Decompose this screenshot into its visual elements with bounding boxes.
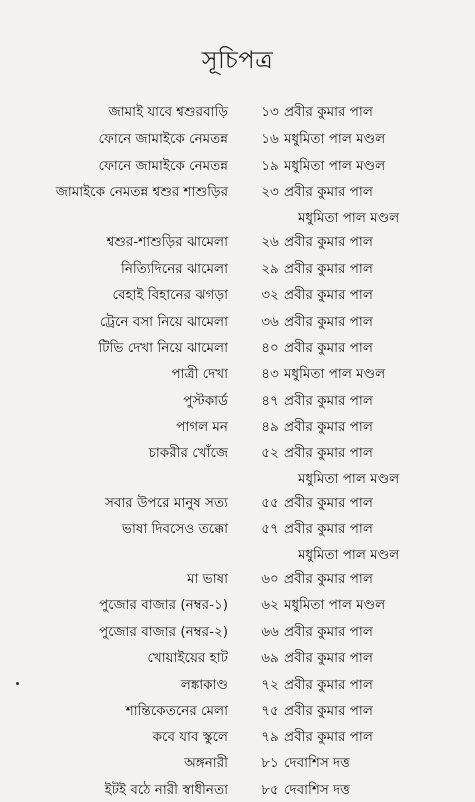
toc-entry [0, 517, 475, 563]
entry-author: প্রবীর কুমার পাল [284, 703, 373, 719]
toc-entry [0, 389, 475, 413]
toc-entry [0, 725, 475, 749]
entry-author: প্রবীর কুমার পাল [284, 340, 373, 356]
entry-page-number: ৬৯ [261, 650, 279, 666]
entry-page-number: ৮১ [261, 755, 279, 771]
toc-entry [0, 283, 475, 307]
entry-page-number: ১৬ [261, 131, 279, 147]
entry-author: প্রবীর কুমার পাল [284, 677, 373, 693]
toc-entry [0, 699, 475, 723]
entry-author: মধুমিতা পাল মণ্ডল [284, 597, 386, 613]
entry-title: ভাষা দিবসেও তক্কো [121, 521, 228, 537]
entry-author: মধুমিতা পাল মণ্ডল [284, 131, 386, 147]
toc-entry [0, 362, 475, 386]
entry-page-number: ৫৭ [261, 521, 279, 537]
entry-author: প্রবীর কুমার পাল [284, 571, 373, 587]
entry-title: সবার উপরে মানুষ সত্য [104, 495, 228, 511]
entry-title: ফোনে জামাইকে নেমতন্ন [98, 158, 228, 174]
entry-title: বেহাই বিহানের ঝগড়া [112, 287, 228, 303]
entry-author: প্রবীর কুমার পাল [284, 521, 373, 537]
entry-title: পুজোর বাজার (নম্বর-১) [98, 597, 228, 613]
entry-page-number: ৭৫ [261, 703, 279, 719]
entry-author: প্রবীর কুমার পাল [284, 287, 373, 303]
entry-page-number: ৪৩ [261, 366, 279, 382]
entry-author: মধুমিতা পাল মণ্ডল [284, 366, 386, 382]
entry-author: প্রবীর কুমার পাল [284, 104, 373, 120]
entry-author: প্রবীর কুমার পাল [284, 419, 373, 435]
toc-entry [0, 257, 475, 281]
entry-title: পাত্রী দেখা [171, 366, 228, 382]
entry-title: ট্রেনে বসা নিয়ে ঝামেলা [99, 314, 228, 330]
entry-title: ফোনে জামাইকে নেমতন্ন [98, 131, 228, 147]
toc-entry [0, 100, 475, 124]
entry-title: চাকরীর খোঁজে [148, 445, 228, 461]
entry-page-number: ৬২ [261, 597, 279, 613]
entry-author: প্রবীর কুমার পাল [284, 624, 373, 640]
toc-entry [0, 751, 475, 775]
ink-speck [16, 682, 19, 685]
entry-author: প্রবীর কুমার পাল [284, 261, 373, 277]
entry-coauthor: মধুমিতা পাল মণ্ডল [298, 547, 400, 563]
entry-author: দেবাশিস দত্ত [284, 755, 350, 771]
entry-title: শ্বশুর-শাশুড়ির ঝামেলা [106, 234, 228, 250]
toc-entry [0, 491, 475, 515]
entry-page-number: ৩২ [261, 287, 279, 303]
entry-page-number: ৫২ [261, 445, 279, 461]
entry-author: প্রবীর কুমার পাল [284, 650, 373, 666]
entry-author: প্রবীর কুমার পাল [284, 729, 373, 745]
toc-entry [0, 778, 475, 802]
toc-entry [0, 673, 475, 697]
entry-page-number: ৭৯ [261, 729, 279, 745]
entry-title: ইটই বঠে নারী স্বাধীনতা [104, 782, 228, 798]
entry-title: লঙ্কাকাণ্ড [180, 677, 228, 693]
entry-title: অঙ্গনারী [184, 755, 228, 771]
entry-page-number: ৩৬ [261, 314, 279, 330]
entry-title: খোয়াইয়ের হাট [147, 650, 228, 666]
entry-coauthor: মধুমিতা পাল মণ্ডল [298, 210, 400, 226]
entry-title: পাগল মন [176, 419, 228, 435]
toc-entry [0, 646, 475, 670]
entry-title: জামাই যাবে শ্বশুরবাড়ি [108, 104, 228, 120]
entry-title: নিত্যিদিনের ঝামেলা [120, 261, 228, 277]
entry-page-number: ১৩ [261, 104, 279, 120]
entry-page-number: ২৯ [261, 261, 279, 277]
entry-title: পুস্টকার্ড [183, 393, 228, 409]
entry-title: মা ভাষা [186, 571, 228, 587]
toc-entry [0, 593, 475, 617]
entry-page-number: ৭২ [261, 677, 279, 693]
entry-page-number: ৬০ [261, 571, 279, 587]
toc-entry [0, 154, 475, 178]
entry-title: জামাইকে নেমতন্ন শ্বশুর শাশুড়ির [55, 184, 228, 200]
entry-author: প্রবীর কুমার পাল [284, 234, 373, 250]
entry-page-number: ৮৫ [261, 782, 279, 798]
entry-page-number: ২৩ [261, 184, 279, 200]
toc-entry [0, 127, 475, 151]
entry-author: প্রবীর কুমার পাল [284, 184, 373, 200]
toc-entry [0, 567, 475, 591]
entry-author: মধুমিতা পাল মণ্ডল [284, 158, 386, 174]
toc-entry [0, 415, 475, 439]
entry-page-number: ৪৯ [261, 419, 279, 435]
entry-page-number: ৪০ [261, 340, 279, 356]
toc-entry [0, 441, 475, 487]
entry-author: প্রবীর কুমার পাল [284, 495, 373, 511]
toc-entry [0, 180, 475, 226]
toc-entry [0, 310, 475, 334]
page-title: সূচিপত্র [201, 46, 274, 74]
toc-entry [0, 336, 475, 360]
entry-page-number: ৬৬ [261, 624, 279, 640]
entry-title: টিভি দেখা নিয়ে ঝামেলা [98, 340, 228, 356]
entry-title: শান্তিকেতনের মেলা [125, 703, 228, 719]
entry-page-number: ২৬ [261, 234, 279, 250]
entry-author: প্রবীর কুমার পাল [284, 314, 373, 330]
entry-title: পুজোর বাজার (নম্বর-২) [98, 624, 228, 640]
entry-page-number: ১৯ [261, 158, 279, 174]
entry-author: দেবাশিস দত্ত [284, 782, 350, 798]
entry-title: কবে যাব স্কুলে [152, 729, 228, 745]
entry-page-number: ৫৫ [261, 495, 279, 511]
toc-entry [0, 620, 475, 644]
entry-page-number: ৪৭ [261, 393, 279, 409]
toc-entry [0, 230, 475, 254]
entry-coauthor: মধুমিতা পাল মণ্ডল [298, 471, 400, 487]
entry-author: প্রবীর কুমার পাল [284, 393, 373, 409]
entry-author: প্রবীর কুমার পাল [284, 445, 373, 461]
